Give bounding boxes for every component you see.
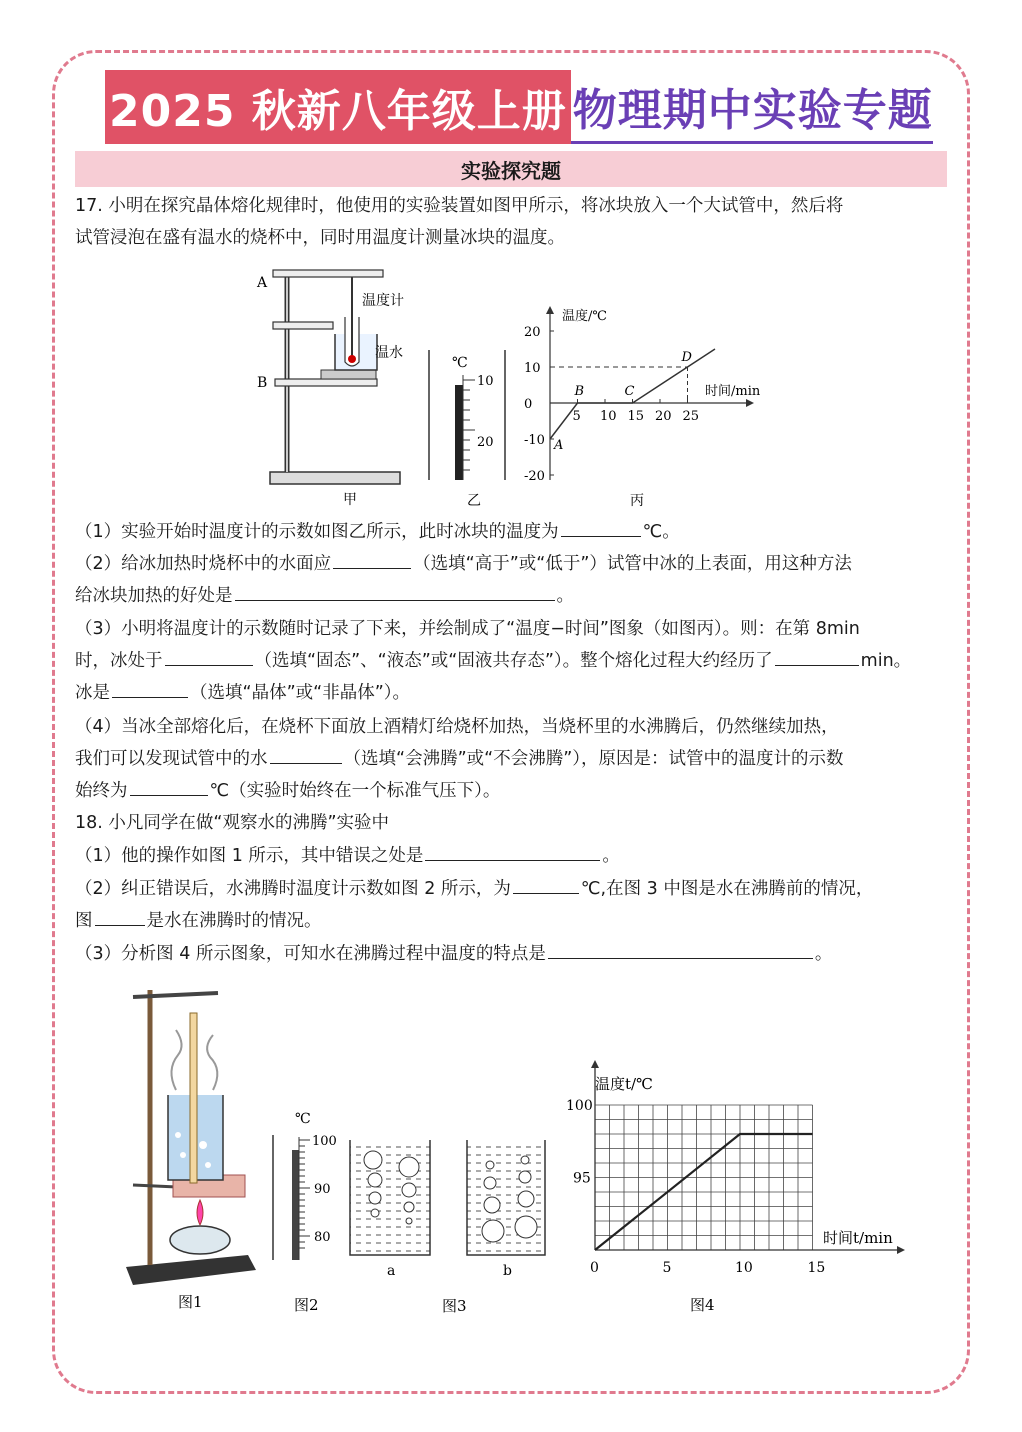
q17-intro	[75, 190, 950, 254]
q17-p3-unit: min。	[860, 651, 912, 671]
q17-p4-text: （4）当冰全部熔化后，在烧杯下面放上酒精灯给烧杯加热，当烧杯里的水沸腾后，仍然继续加热，	[75, 717, 839, 737]
bing-point-label: A	[554, 438, 564, 453]
bing-point-label: B	[574, 384, 585, 399]
q18-intro: 18. 小凡同学在做“观察水的沸腾”实验中	[75, 813, 390, 833]
label-thermometer: 温度计	[362, 293, 404, 309]
fig4-x-tick-label: 15	[807, 1260, 826, 1276]
bing-x-tick-label: 25	[682, 409, 700, 424]
section-heading: 实验探究题	[75, 151, 947, 187]
blank[interactable]	[425, 840, 600, 861]
q17-part2	[75, 548, 950, 612]
fig3-label-a: a	[387, 1263, 396, 1279]
blank[interactable]	[270, 743, 342, 764]
fig2-tick-90: 90	[314, 1182, 331, 1197]
figure-1	[118, 985, 263, 1315]
blank[interactable]	[235, 580, 555, 601]
blank[interactable]	[112, 677, 188, 698]
q18-part2	[75, 873, 950, 937]
caption-jia: 甲	[343, 492, 357, 508]
yi-tick-20: 20	[477, 435, 494, 450]
q18-part1	[75, 840, 950, 872]
q18-p2-text2: ℃,在图 3 中图是水在沸腾前的情况，	[580, 879, 874, 899]
bing-y-tick-label: -20	[524, 469, 545, 484]
q17-p4-text2: 我们可以发现试管中的水	[75, 749, 268, 769]
q18-p1-text: （1）他的操作如图 1 所示，其中错误之处是	[75, 846, 424, 866]
page-title	[105, 70, 933, 144]
bing-x-tick-label: 5	[572, 409, 581, 424]
q17-part1	[75, 516, 950, 548]
figure-yi	[425, 345, 510, 515]
bing-ylabel: 温度/℃	[562, 309, 607, 324]
caption-yi: 乙	[467, 493, 481, 509]
bing-y-tick-label: 0	[524, 397, 533, 412]
q17-p1-text: （1）实验开始时温度计的示数如图乙所示，此时冰块的温度为	[75, 522, 559, 542]
blank[interactable]	[130, 775, 208, 796]
q17-intro-line1: 17. 小明在探究晶体熔化规律时，他使用的实验装置如图甲所示，将冰块放入一个大试管中，然后将	[75, 196, 844, 216]
chart-bing	[520, 300, 770, 515]
label-warm-water: 温水	[375, 345, 403, 361]
fig4-y-tick-label: 100	[566, 1098, 593, 1114]
title-left: 2025 秋新八年级上册	[105, 70, 571, 144]
title-right: 物理期中实验专题	[571, 70, 933, 144]
bing-x-tick-label: 15	[627, 409, 645, 424]
bing-x-tick-label: 20	[655, 409, 672, 424]
q17-part4	[75, 711, 950, 807]
q17-p3-text: （3）小明将温度计的示数随时记录了下来，并绘制成了“温度−时间”图象（如图丙）。则：在第 8min	[75, 619, 860, 639]
fig4-xlabel: 时间t/min	[823, 1229, 893, 1247]
figure-jia	[255, 262, 415, 512]
bing-y-tick-label: 10	[524, 361, 541, 376]
q17-p3-text4: 冰是	[75, 683, 110, 703]
q18-p3-text: （3）分析图 4 所示图象，可知水在沸腾过程中温度的特点是	[75, 944, 546, 964]
bing-y-tick-label: 20	[524, 325, 541, 340]
blank[interactable]	[561, 516, 641, 537]
q17-p1-unit: ℃。	[642, 522, 680, 542]
fig3-label-b: b	[503, 1263, 512, 1279]
fig4-ylabel: 温度t/℃	[595, 1075, 653, 1093]
q17-p2-text3: 给冰块加热的好处是	[75, 586, 233, 606]
q17-p3-text2: 时，冰处于	[75, 651, 163, 671]
caption-fig3: 图3	[442, 1297, 467, 1315]
q18-p2-text3: 图	[75, 911, 93, 931]
fig4-x-tick-label: 10	[735, 1260, 753, 1276]
bing-x-tick-label: 10	[600, 409, 617, 424]
fig2-tick-80: 80	[314, 1230, 331, 1245]
fig4-x-tick-label: 0	[590, 1260, 599, 1276]
bing-point-label: D	[681, 350, 692, 365]
q17-p3-text5: （选填“晶体”或“非晶体”）。	[190, 683, 411, 703]
q17-p2-text: （2）给冰加热时烧杯中的水面应	[75, 554, 332, 574]
fig4-x-tick-label: 5	[662, 1260, 672, 1276]
q17-p4-text4: 始终为	[75, 781, 128, 801]
q17-p4-text5: ℃（实验时始终在一个标准气压下）。	[209, 781, 501, 801]
q18-p2-text4: 是水在沸腾时的情况。	[146, 911, 322, 931]
caption-fig4: 图4	[690, 1296, 715, 1314]
yi-tick-10: 10	[477, 374, 494, 389]
figure-2	[270, 1105, 345, 1315]
q18-p1-end: 。	[602, 846, 620, 866]
q17-intro-line2: 试管浸泡在盛有温水的烧杯中，同时用温度计测量冰块的温度。	[75, 228, 565, 248]
q17-p3-text3: （选填“固态”、“液态”或“固液共存态”）。整个熔化过程大约经历了	[254, 651, 773, 671]
blank[interactable]	[333, 548, 411, 569]
figure-3	[345, 1135, 540, 1315]
bing-y-tick-label: -10	[524, 433, 545, 448]
blank[interactable]	[775, 645, 859, 666]
q18-p3-end: 。	[814, 944, 833, 964]
q18-p2-text: （2）纠正错误后，水沸腾时温度计示数如图 2 所示，为	[75, 879, 511, 899]
blank[interactable]	[165, 645, 253, 666]
q17-p2-end: 。	[556, 586, 574, 606]
bing-point-label: C	[624, 384, 635, 399]
q17-p2-text2: （选填“高于”或“低于”）试管中冰的上表面，用这种方法	[413, 554, 852, 574]
label-B: B	[257, 375, 268, 391]
caption-bing: 丙	[630, 493, 644, 509]
q18-part3	[75, 938, 950, 970]
fig4-y-tick-label: 95	[573, 1170, 591, 1187]
blank[interactable]	[513, 873, 579, 894]
fig2-unit: ℃	[295, 1111, 311, 1127]
caption-fig1: 图1	[178, 1293, 203, 1311]
bing-xlabel: 时间/min	[705, 384, 761, 399]
caption-fig2: 图2	[294, 1296, 319, 1314]
chart-fig4	[565, 1055, 910, 1315]
blank[interactable]	[95, 905, 145, 926]
blank[interactable]	[548, 938, 813, 959]
label-A: A	[257, 275, 268, 291]
fig2-tick-100: 100	[312, 1134, 337, 1149]
q17-part3	[75, 613, 950, 709]
q17-p4-text3: （选填“会沸腾”或“不会沸腾”），原因是：试管中的温度计的示数	[343, 749, 844, 769]
yi-unit: ℃	[452, 355, 468, 371]
